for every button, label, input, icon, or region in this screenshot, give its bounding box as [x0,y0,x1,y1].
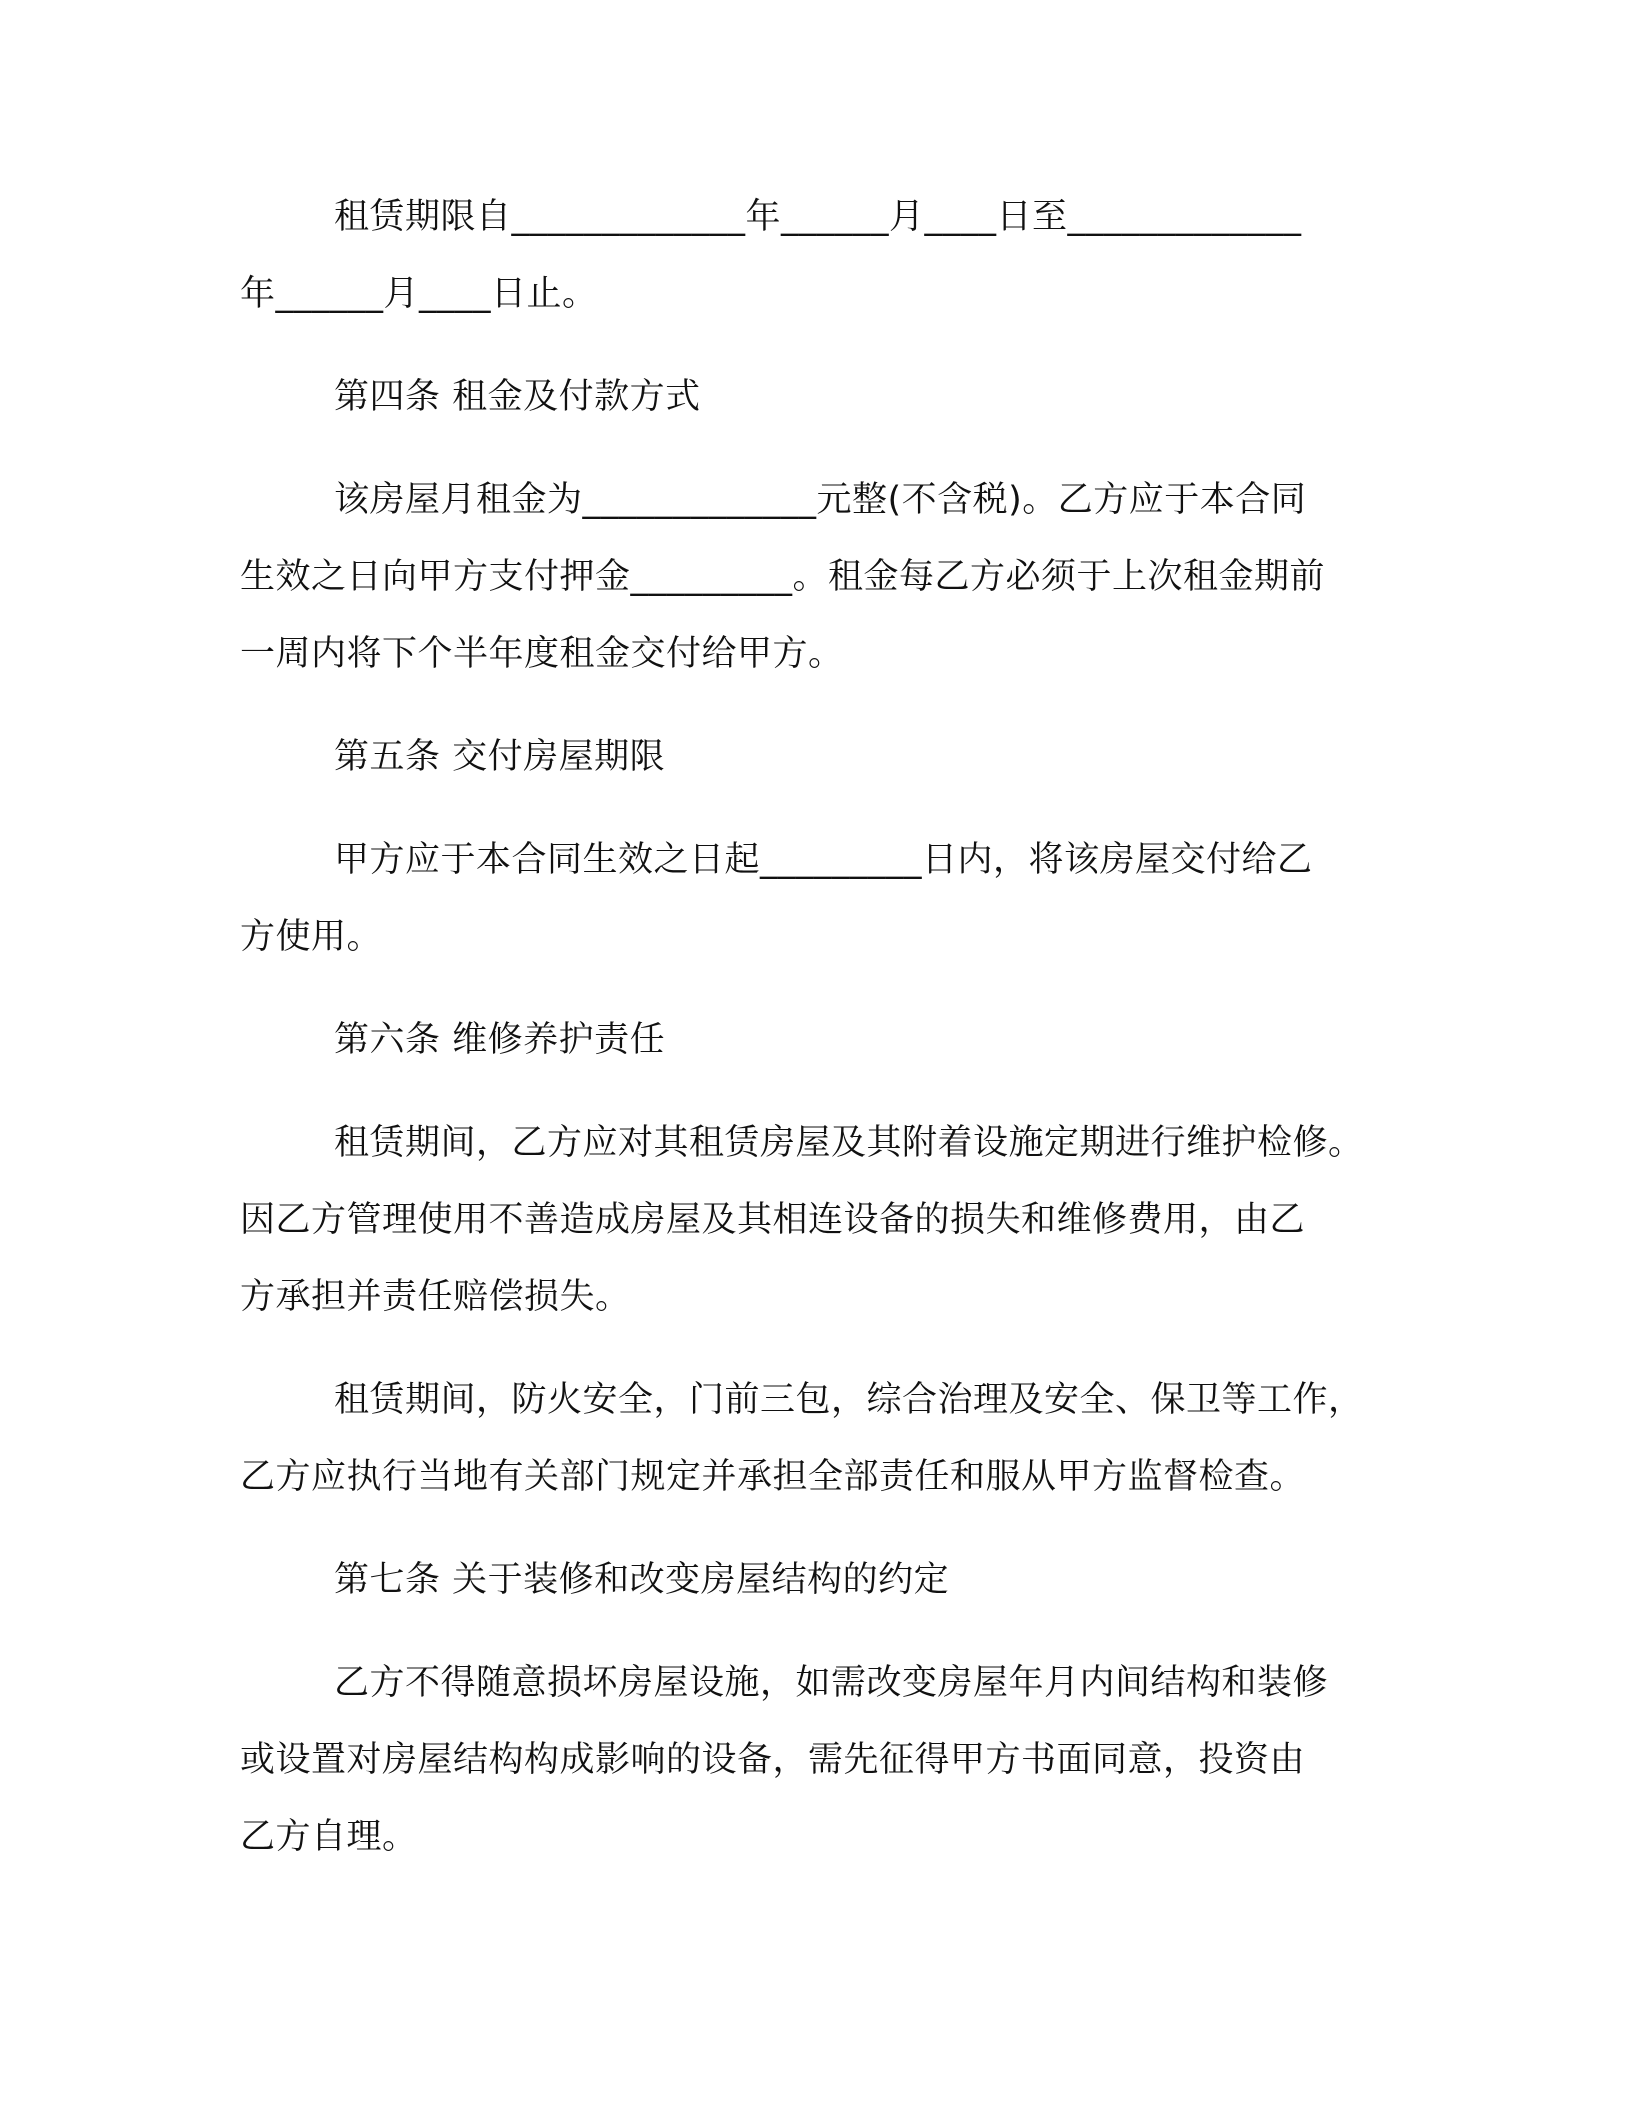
text-line: 乙方不得随意损坏房屋设施，如需改变房屋年月内间结构和装修 [334,1663,1329,1703]
text-line: 甲方应于本合同生效之日起_________日内，将该房屋交付给乙 [334,840,1313,880]
text-line: 方使用。 [240,917,383,957]
text-line: 租赁期间，乙方应对其租赁房屋及其附着设施定期进行维护检修。 [334,1123,1364,1163]
text-line: 或设置对房屋结构构成影响的设备，需先征得甲方书面同意，投资由 [240,1740,1306,1780]
text-line: 因乙方管理使用不善造成房屋及其相连设备的损失和维修费用，由乙 [240,1200,1306,1240]
text-line: 该房屋月租金为_____________元整(不含税)。乙方应于本合同 [334,480,1307,520]
text-line: 一周内将下个半年度租金交付给甲方。 [240,634,844,674]
text-line: 生效之日向甲方支付押金_________。租金每乙方必须于上次租金期前 [240,557,1326,597]
text-line: 方承担并责任赔偿损失。 [240,1277,631,1317]
section-heading: 第四条 租金及付款方式 [334,377,701,417]
section-heading: 第七条 关于装修和改变房屋结构的约定 [334,1560,950,1600]
text-line: 乙方应执行当地有关部门规定并承担全部责任和服从甲方监督检查。 [240,1457,1306,1497]
text-line: 租赁期间，防火安全，门前三包，综合治理及安全、保卫等工作， [334,1380,1364,1420]
text-line: 年______月____日止。 [240,274,598,314]
section-heading: 第五条 交付房屋期限 [334,737,666,777]
text-line: 乙方自理。 [240,1817,418,1857]
section-heading: 第六条 维修养护责任 [334,1020,666,1060]
text-line: 租赁期限自_____________年______月____日至_____________ [334,197,1302,237]
